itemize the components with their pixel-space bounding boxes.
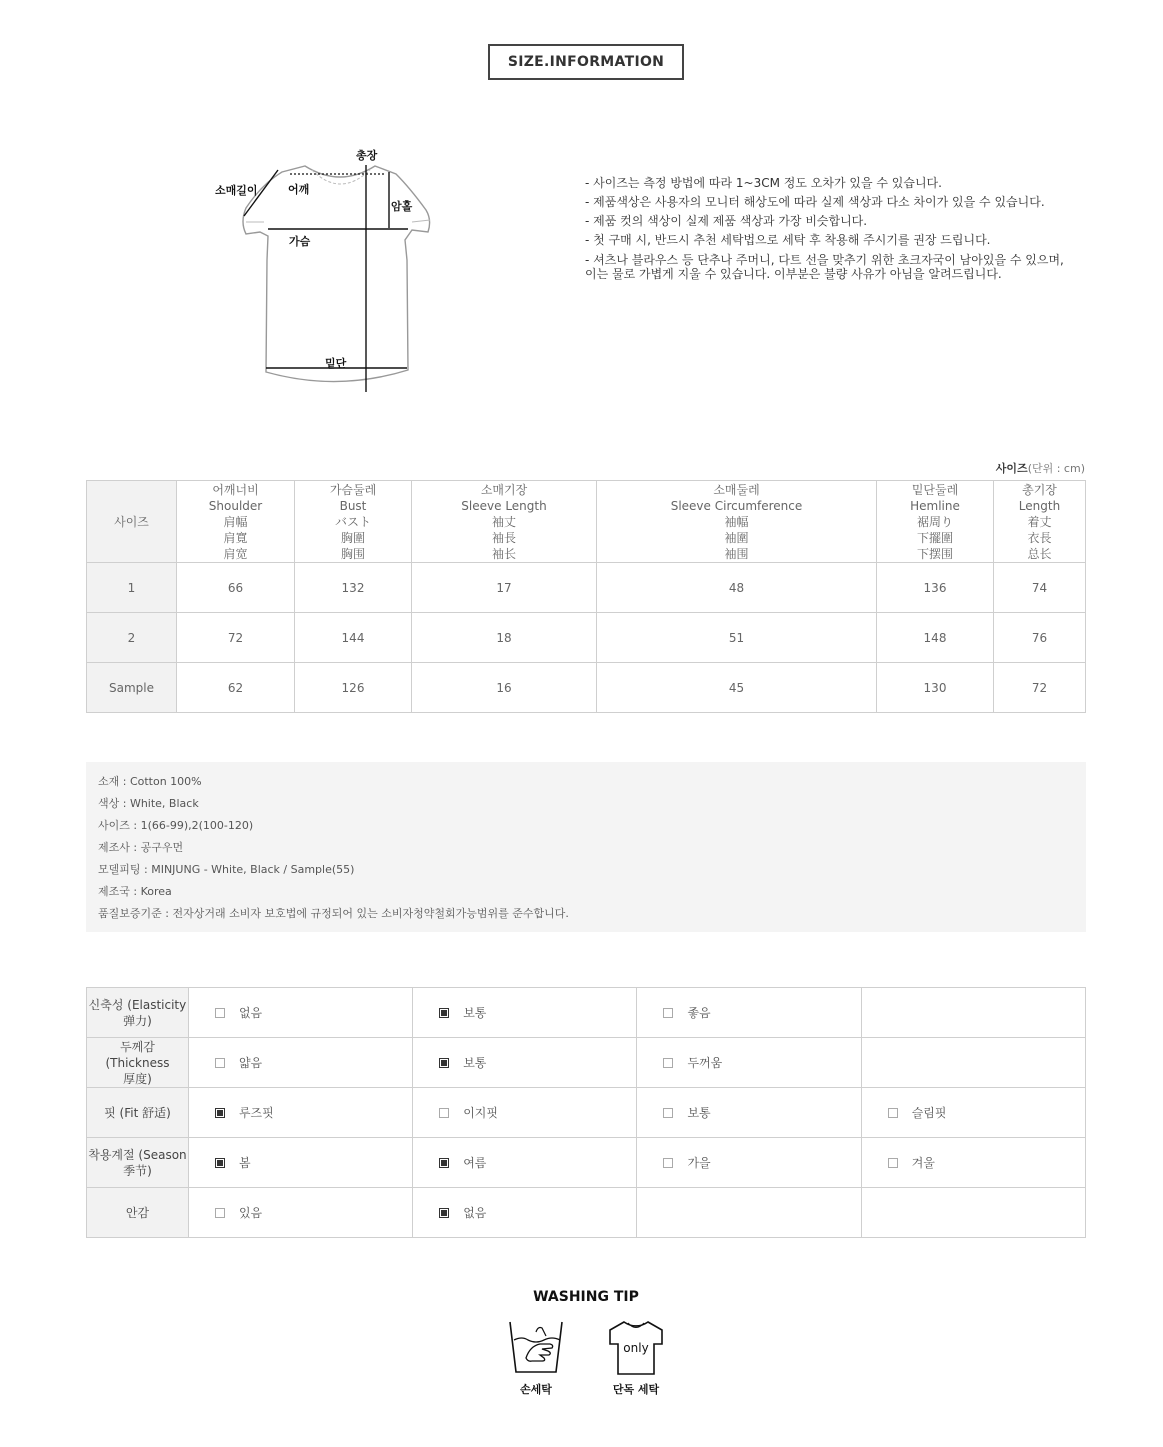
attribute-option[interactable] xyxy=(637,1138,861,1188)
table-row xyxy=(87,613,1086,663)
attribute-label-line: 두께감 (Thickness xyxy=(105,1039,170,1070)
header-cn: 袖围 xyxy=(724,546,749,561)
attribute-label-line: 신축성 (Elasticity xyxy=(88,997,187,1012)
attribute-label-line: 季节) xyxy=(123,1163,152,1178)
checkbox-icon[interactable] xyxy=(215,1208,225,1218)
empty-cell xyxy=(861,988,1085,1038)
chest-label: 가슴 xyxy=(289,235,311,248)
header-tw: 下擺圍 xyxy=(916,530,953,545)
empty-cell xyxy=(861,1038,1085,1088)
checkbox-icon[interactable] xyxy=(439,1108,449,1118)
table-row xyxy=(87,563,1086,613)
value-cell: 72 xyxy=(177,613,295,663)
value-cell: 144 xyxy=(295,613,412,663)
checkbox-icon[interactable] xyxy=(215,1058,225,1068)
value-cell: 148 xyxy=(877,613,994,663)
note-item: - 셔츠나 블라우스 등 단추나 주머니, 다트 선을 맞추기 위한 초크자국이 남아있을 수 있으며, 이는 물로 가볍게 지울 수 있습니다. 이부분은 불량 사유가 아님을 알려드립니다. xyxy=(585,253,1064,281)
value-cell: 126 xyxy=(295,663,412,713)
detail-line: 소재 : Cotton 100% xyxy=(98,775,202,788)
option-label: 봄 xyxy=(238,1156,251,1170)
header-ko: 소매기장 xyxy=(480,482,528,497)
washing-tip-title: WASHING TIP xyxy=(533,1289,639,1305)
value-cell: 45 xyxy=(597,663,877,713)
header-cn: 总长 xyxy=(1027,546,1052,561)
table-row xyxy=(87,663,1086,713)
total-length-label: 총장 xyxy=(356,149,378,162)
attribute-row-lining xyxy=(87,1188,1086,1238)
checkbox-icon[interactable] xyxy=(663,1008,673,1018)
option-label: 보통 xyxy=(463,1056,487,1070)
attribute-option[interactable] xyxy=(637,988,861,1038)
product-details xyxy=(86,762,1086,932)
attribute-option[interactable] xyxy=(637,1088,861,1138)
attribute-row-elasticity xyxy=(87,988,1086,1038)
attribute-label xyxy=(87,1188,189,1238)
attribute-label-line: 厚度) xyxy=(123,1071,152,1086)
header-jp: バスト xyxy=(334,514,371,529)
value-cell: 16 xyxy=(412,663,597,713)
attribute-option[interactable] xyxy=(188,1138,412,1188)
header-jp: 肩幅 xyxy=(223,514,248,529)
sleeve-length-label: 소매길이 xyxy=(215,184,258,197)
unit-title: 사이즈 xyxy=(995,462,1028,475)
checkbox-checked-icon[interactable] xyxy=(215,1158,225,1168)
detail-line: 제조사 : 공구우먼 xyxy=(98,841,184,854)
detail-line: 모델피팅 : MINJUNG - White, Black / Sample(55) xyxy=(98,863,355,876)
header-en: Bust xyxy=(339,498,367,513)
attribute-row-fit xyxy=(87,1088,1086,1138)
checkbox-checked-icon[interactable] xyxy=(439,1058,449,1068)
detail-line: 제조국 : Korea xyxy=(98,885,172,898)
attribute-row-season xyxy=(87,1138,1086,1188)
header-cn: 袖长 xyxy=(491,546,516,561)
size-cell: Sample xyxy=(87,663,177,713)
option-label: 이지핏 xyxy=(463,1106,498,1120)
detail-line: 색상 : White, Black xyxy=(98,797,199,810)
wash-separately-icon xyxy=(606,1318,666,1380)
attribute-option[interactable] xyxy=(861,1088,1085,1138)
header-tw: 袖圍 xyxy=(724,530,749,545)
option-label: 슬림핏 xyxy=(911,1106,947,1120)
column-header-bust xyxy=(295,481,412,563)
header-tw: 胸圍 xyxy=(340,530,365,545)
value-cell: 62 xyxy=(177,663,295,713)
header-jp: 袖幅 xyxy=(724,514,749,529)
empty-cell xyxy=(637,1188,861,1238)
option-label: 루즈핏 xyxy=(238,1106,274,1120)
option-label: 얇음 xyxy=(238,1056,263,1070)
column-header-shoulder xyxy=(177,481,295,563)
value-cell: 18 xyxy=(412,613,597,663)
unit-note: (단위 : cm) xyxy=(1027,462,1085,475)
detail-line: 사이즈 : 1(66-99),2(100-120) xyxy=(98,819,254,832)
attribute-option[interactable] xyxy=(413,1038,637,1088)
option-label: 가을 xyxy=(687,1156,711,1170)
size-unit-caption xyxy=(996,460,1085,476)
fabric-attribute-table xyxy=(86,987,1086,1238)
attribute-label-line: 핏 (Fit 舒适) xyxy=(104,1105,171,1120)
attribute-option[interactable] xyxy=(188,1038,412,1088)
empty-cell xyxy=(861,1188,1085,1238)
option-label: 없음 xyxy=(463,1206,487,1220)
column-header-sleeve-circumference xyxy=(597,481,877,563)
header-cn: 肩宽 xyxy=(223,546,248,561)
armhole-label: 암홀 xyxy=(391,200,413,213)
attribute-option[interactable] xyxy=(413,1138,637,1188)
value-cell: 72 xyxy=(994,663,1086,713)
note-item: - 제품 컷의 색상이 실제 제품 색상과 가장 비슷합니다. xyxy=(585,214,868,228)
header-tw: 衣長 xyxy=(1027,530,1052,545)
header-en: Length xyxy=(1018,498,1061,513)
header-ko: 어깨너비 xyxy=(212,482,259,497)
value-cell: 51 xyxy=(597,613,877,663)
header-en: Sleeve Circumference xyxy=(670,498,803,513)
value-cell: 130 xyxy=(877,663,994,713)
header-jp: 袖丈 xyxy=(491,514,516,529)
hand-wash-label: 손세탁 xyxy=(520,1383,552,1396)
value-cell: 74 xyxy=(994,563,1086,613)
attribute-label xyxy=(87,988,189,1038)
garment-size-diagram xyxy=(200,140,460,400)
note-item: - 첫 구매 시, 반드시 추천 세탁법으로 세탁 후 착용해 주시기를 권장 드립니다. xyxy=(585,233,991,247)
header-ko: 가슴둘레 xyxy=(329,482,377,497)
value-cell: 132 xyxy=(295,563,412,613)
page-title: SIZE.INFORMATION xyxy=(488,44,684,80)
header-en: Hemline xyxy=(910,498,960,513)
attribute-option[interactable] xyxy=(413,988,637,1038)
value-cell: 76 xyxy=(994,613,1086,663)
checkbox-checked-icon[interactable] xyxy=(439,1158,449,1168)
value-cell: 66 xyxy=(177,563,295,613)
checkbox-icon[interactable] xyxy=(215,1008,225,1018)
header-en: Shoulder xyxy=(208,498,263,513)
attribute-label-line: 착용계절 (Season xyxy=(88,1147,187,1162)
checkbox-icon[interactable] xyxy=(888,1108,898,1118)
option-label: 보통 xyxy=(687,1106,711,1120)
column-header-length xyxy=(994,481,1086,563)
size-table-header xyxy=(87,481,1086,563)
checkbox-icon[interactable] xyxy=(663,1108,673,1118)
header-ko: 소매둘레 xyxy=(713,482,760,497)
size-notes xyxy=(585,174,1075,281)
option-label: 보통 xyxy=(463,1006,487,1020)
option-label: 두꺼움 xyxy=(687,1056,723,1070)
header-ko: 총기장 xyxy=(1022,482,1057,497)
size-column-header: 사이즈 xyxy=(87,481,177,563)
only-icon-text: only xyxy=(623,1341,649,1355)
value-cell: 17 xyxy=(412,563,597,613)
option-label: 있음 xyxy=(238,1206,263,1220)
checkbox-checked-icon[interactable] xyxy=(439,1008,449,1018)
header-tw: 肩寬 xyxy=(223,530,248,545)
size-table xyxy=(86,480,1086,713)
header-cn: 胸围 xyxy=(340,546,365,561)
header-tw: 袖長 xyxy=(491,530,516,545)
attribute-label xyxy=(87,1138,189,1188)
attribute-option[interactable] xyxy=(861,1138,1085,1188)
option-label: 없음 xyxy=(238,1006,263,1020)
column-header-hemline xyxy=(877,481,994,563)
header-cn: 下摆围 xyxy=(916,546,953,561)
checkbox-icon[interactable] xyxy=(663,1158,673,1168)
detail-line: 품질보증기준 : 전자상거래 소비자 보호법에 규정되어 있는 소비자청약철회가능범위를 준수합니다. xyxy=(98,907,569,920)
size-cell: 2 xyxy=(87,613,177,663)
attribute-label-line: 弹力) xyxy=(123,1013,152,1028)
hand-wash-icon xyxy=(506,1318,566,1380)
value-cell: 48 xyxy=(597,563,877,613)
column-header-sleeve-length xyxy=(412,481,597,563)
header-jp: 裾周り xyxy=(916,514,953,529)
wash-separately-label: 단독 세탁 xyxy=(612,1383,660,1396)
checkbox-checked-icon[interactable] xyxy=(215,1108,225,1118)
hem-label: 밑단 xyxy=(325,357,347,370)
attribute-option[interactable] xyxy=(637,1038,861,1088)
attribute-option[interactable] xyxy=(413,1088,637,1138)
value-cell: 136 xyxy=(877,563,994,613)
header-en: Sleeve Length xyxy=(461,498,547,513)
attribute-row-thickness xyxy=(87,1038,1086,1088)
attribute-option[interactable] xyxy=(188,988,412,1038)
attribute-option[interactable] xyxy=(413,1188,637,1238)
option-label: 좋음 xyxy=(687,1006,711,1020)
attribute-option[interactable] xyxy=(188,1188,412,1238)
note-item: - 사이즈는 측정 방법에 따라 1~3CM 정도 오차가 있을 수 있습니다. xyxy=(585,176,942,190)
checkbox-icon[interactable] xyxy=(888,1158,898,1168)
attribute-label-line: 안감 xyxy=(125,1205,150,1220)
header-jp: 着丈 xyxy=(1027,514,1052,529)
option-label: 여름 xyxy=(463,1156,487,1170)
attribute-label xyxy=(87,1038,189,1088)
attribute-option[interactable] xyxy=(188,1088,412,1138)
note-item: - 제품색상은 사용자의 모니터 해상도에 따라 실제 색상과 다소 차이가 있을 수 있습니다. xyxy=(585,195,1045,209)
size-cell: 1 xyxy=(87,563,177,613)
header-ko: 밑단둘레 xyxy=(911,482,959,497)
checkbox-checked-icon[interactable] xyxy=(439,1208,449,1218)
shoulder-label: 어깨 xyxy=(288,183,310,196)
attribute-label xyxy=(87,1088,189,1138)
option-label: 겨울 xyxy=(911,1156,935,1170)
checkbox-icon[interactable] xyxy=(663,1058,673,1068)
